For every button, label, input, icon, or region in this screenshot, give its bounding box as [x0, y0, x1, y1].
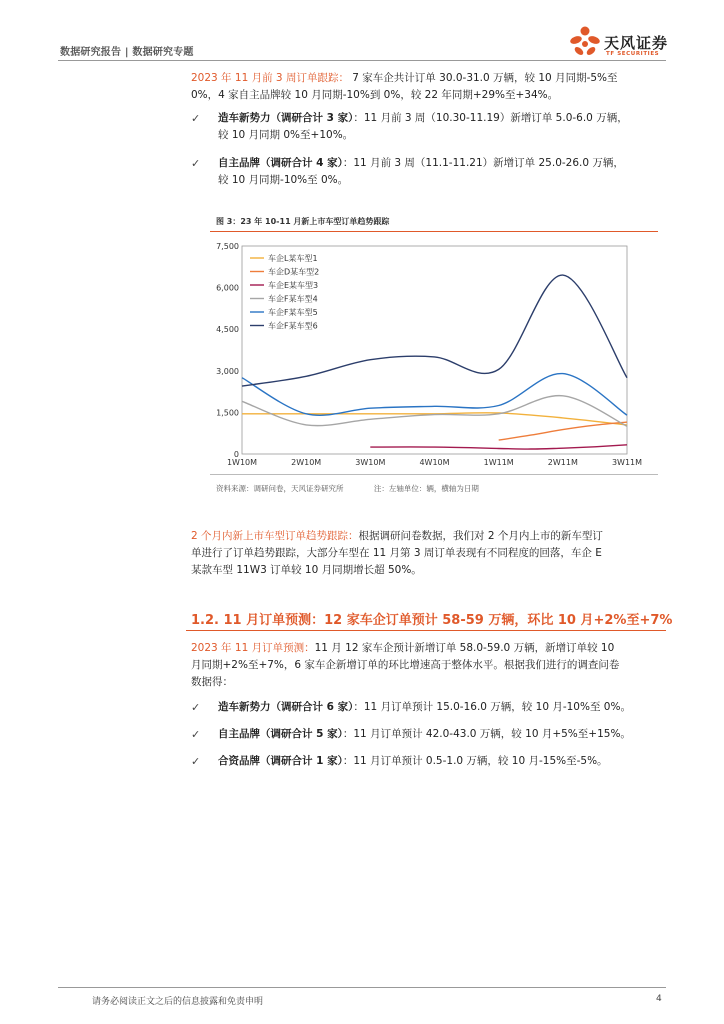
bullet-text-cont: 较 10 月同期 0%至+10%。: [218, 129, 354, 141]
x-tick-label: 4W10M: [419, 458, 450, 467]
series-line-5: [242, 374, 627, 416]
intro-line2: 0%，4 家自主品牌较 10 月同期-10%到 0%，较 22 年同期+29%至+34%。: [191, 89, 559, 101]
forecast-paragraph: [191, 640, 666, 691]
legend-label: 车企F某车型6: [268, 321, 318, 331]
x-tick-label: 3W11M: [611, 458, 643, 467]
caption-divider: [210, 231, 658, 232]
forecast-line3: 数据得：: [191, 676, 233, 688]
brand-subtitle: TF SECURITIES: [606, 51, 660, 57]
check-icon: ✓: [191, 701, 201, 714]
legend-label: 车企F某车型4: [268, 294, 318, 304]
bullet-text-cont: 较 10 月同期-10%至 0%。: [218, 174, 349, 186]
y-tick-label: 6,000: [216, 283, 239, 293]
order-trend-chart: [210, 236, 658, 472]
bullet-list-forecast: [191, 699, 666, 770]
section-divider: [186, 630, 666, 631]
forecast-line2: 月同期+2%至+7%，6 家车企新增订单的环比增速高于整体水平。根据我们进行的调查问卷: [191, 659, 620, 671]
tracking-line1: 根据调研问卷数据，我们对 2 个月内上市的新车型订: [358, 530, 603, 542]
tracking-lead: 2 个月内新上市车型订单趋势跟踪：: [191, 530, 359, 542]
forecast-lead: 2023 年 11 月订单预测：: [191, 642, 315, 654]
x-tick-label: 2W10M: [291, 458, 322, 467]
check-icon: ✓: [191, 157, 201, 170]
tracking-line2: 单进行了订单趋势跟踪，大部分车型在 11 月第 3 周订单表现有不同程度的回落，车企 E: [191, 547, 602, 559]
bullet-label: 自主品牌（调研合计 4 家）: [218, 157, 343, 169]
check-icon: ✓: [191, 728, 201, 741]
brand-name: 天风证券: [604, 34, 669, 52]
figure-caption: 图 3：23 年 10-11 月新上市车型订单趋势跟踪: [216, 217, 390, 226]
header-breadcrumb: 数据研究报告 | 数据研究专题: [60, 47, 194, 58]
bullet-text: ：11 月前 3 周（11.1-11.21）新增订单 25.0-26.0 万辆，: [342, 157, 624, 169]
tracking-paragraph: [191, 528, 666, 579]
x-tick-label: 3W10M: [355, 458, 386, 467]
x-tick-label: 1W11M: [483, 458, 514, 467]
list-item: [191, 110, 666, 144]
intro-paragraph: [191, 70, 666, 104]
series-line-4: [242, 396, 627, 427]
series-line-3: [370, 445, 627, 449]
bullet-label: 造车新势力（调研合计 3 家）: [218, 112, 354, 124]
y-tick-label: 7,500: [216, 242, 239, 251]
figure-source: [216, 483, 479, 494]
bullet-label: 造车新势力（调研合计 6 家）: [218, 701, 354, 713]
bullet-list-weekly: [191, 110, 666, 189]
bullet-text: ：11 月订单预计 42.0-43.0 万辆，较 10 月+5%至+15%。: [342, 728, 631, 740]
x-tick-label: 1W10M: [226, 458, 258, 467]
list-item: [191, 753, 666, 770]
legend-label: 车企L某车型1: [268, 254, 318, 263]
check-icon: ✓: [191, 112, 201, 125]
bullet-label: 自主品牌（调研合计 5 家）: [218, 728, 343, 740]
footer-divider: [58, 987, 666, 988]
list-item: [191, 726, 666, 743]
source-text: 资料来源：调研问卷，天风证券研究所: [216, 484, 344, 493]
header-divider: [58, 60, 666, 61]
y-tick-label: 4,500: [216, 325, 239, 335]
forecast-line1: 11 月 12 家车企预计新增订单 58.0-59.0 万辆，新增订单较 10: [314, 642, 615, 654]
bullet-label: 合资品牌（调研合计 1 家）: [218, 755, 343, 767]
legend-label: 车企D某车型2: [268, 267, 320, 277]
note-text: 注：左轴单位：辆，横轴为日期: [373, 484, 479, 493]
bullet-text: ：11 月前 3 周（10.30-11.19）新增订单 5.0-6.0 万辆，: [353, 112, 628, 124]
intro-line1: 7 家车企共计订单 30.0-31.0 万辆，较 10 月同期-5%至: [348, 72, 618, 84]
series-line-2: [499, 422, 627, 440]
footer-disclaimer: 请务必阅读正文之后的信息披露和免责申明: [92, 997, 264, 1007]
legend-label: 车企F某车型5: [268, 308, 318, 317]
intro-lead: 2023 年 11 月前 3 周订单跟踪：: [191, 72, 349, 84]
bullet-text: ：11 月订单预计 0.5-1.0 万辆，较 10 月-15%至-5%。: [342, 755, 608, 767]
section-title: 1.2. 11 月订单预测：12 家车企订单预计 58-59 万辆，环比 10 月+2%至+7%: [191, 613, 673, 628]
list-item: [191, 699, 666, 716]
bullet-text: ：11 月订单预计 15.0-16.0 万辆，较 10 月-10%至 0%。: [353, 701, 631, 713]
x-tick-label: 2W11M: [547, 458, 578, 467]
y-tick-label: 0: [233, 450, 239, 459]
legend-label: 车企E某车型3: [268, 281, 319, 290]
y-tick-label: 1,500: [216, 408, 239, 418]
series-line-6: [242, 275, 627, 386]
check-icon: ✓: [191, 755, 201, 768]
tracking-line3: 某款车型 11W3 订单较 10 月同期增长超 50%。: [191, 564, 422, 576]
brand-logo-icon: [566, 24, 604, 62]
page-number: 4: [656, 994, 662, 1004]
y-tick-label: 3,000: [216, 366, 239, 376]
source-divider: [210, 474, 658, 475]
list-item: [191, 155, 666, 189]
